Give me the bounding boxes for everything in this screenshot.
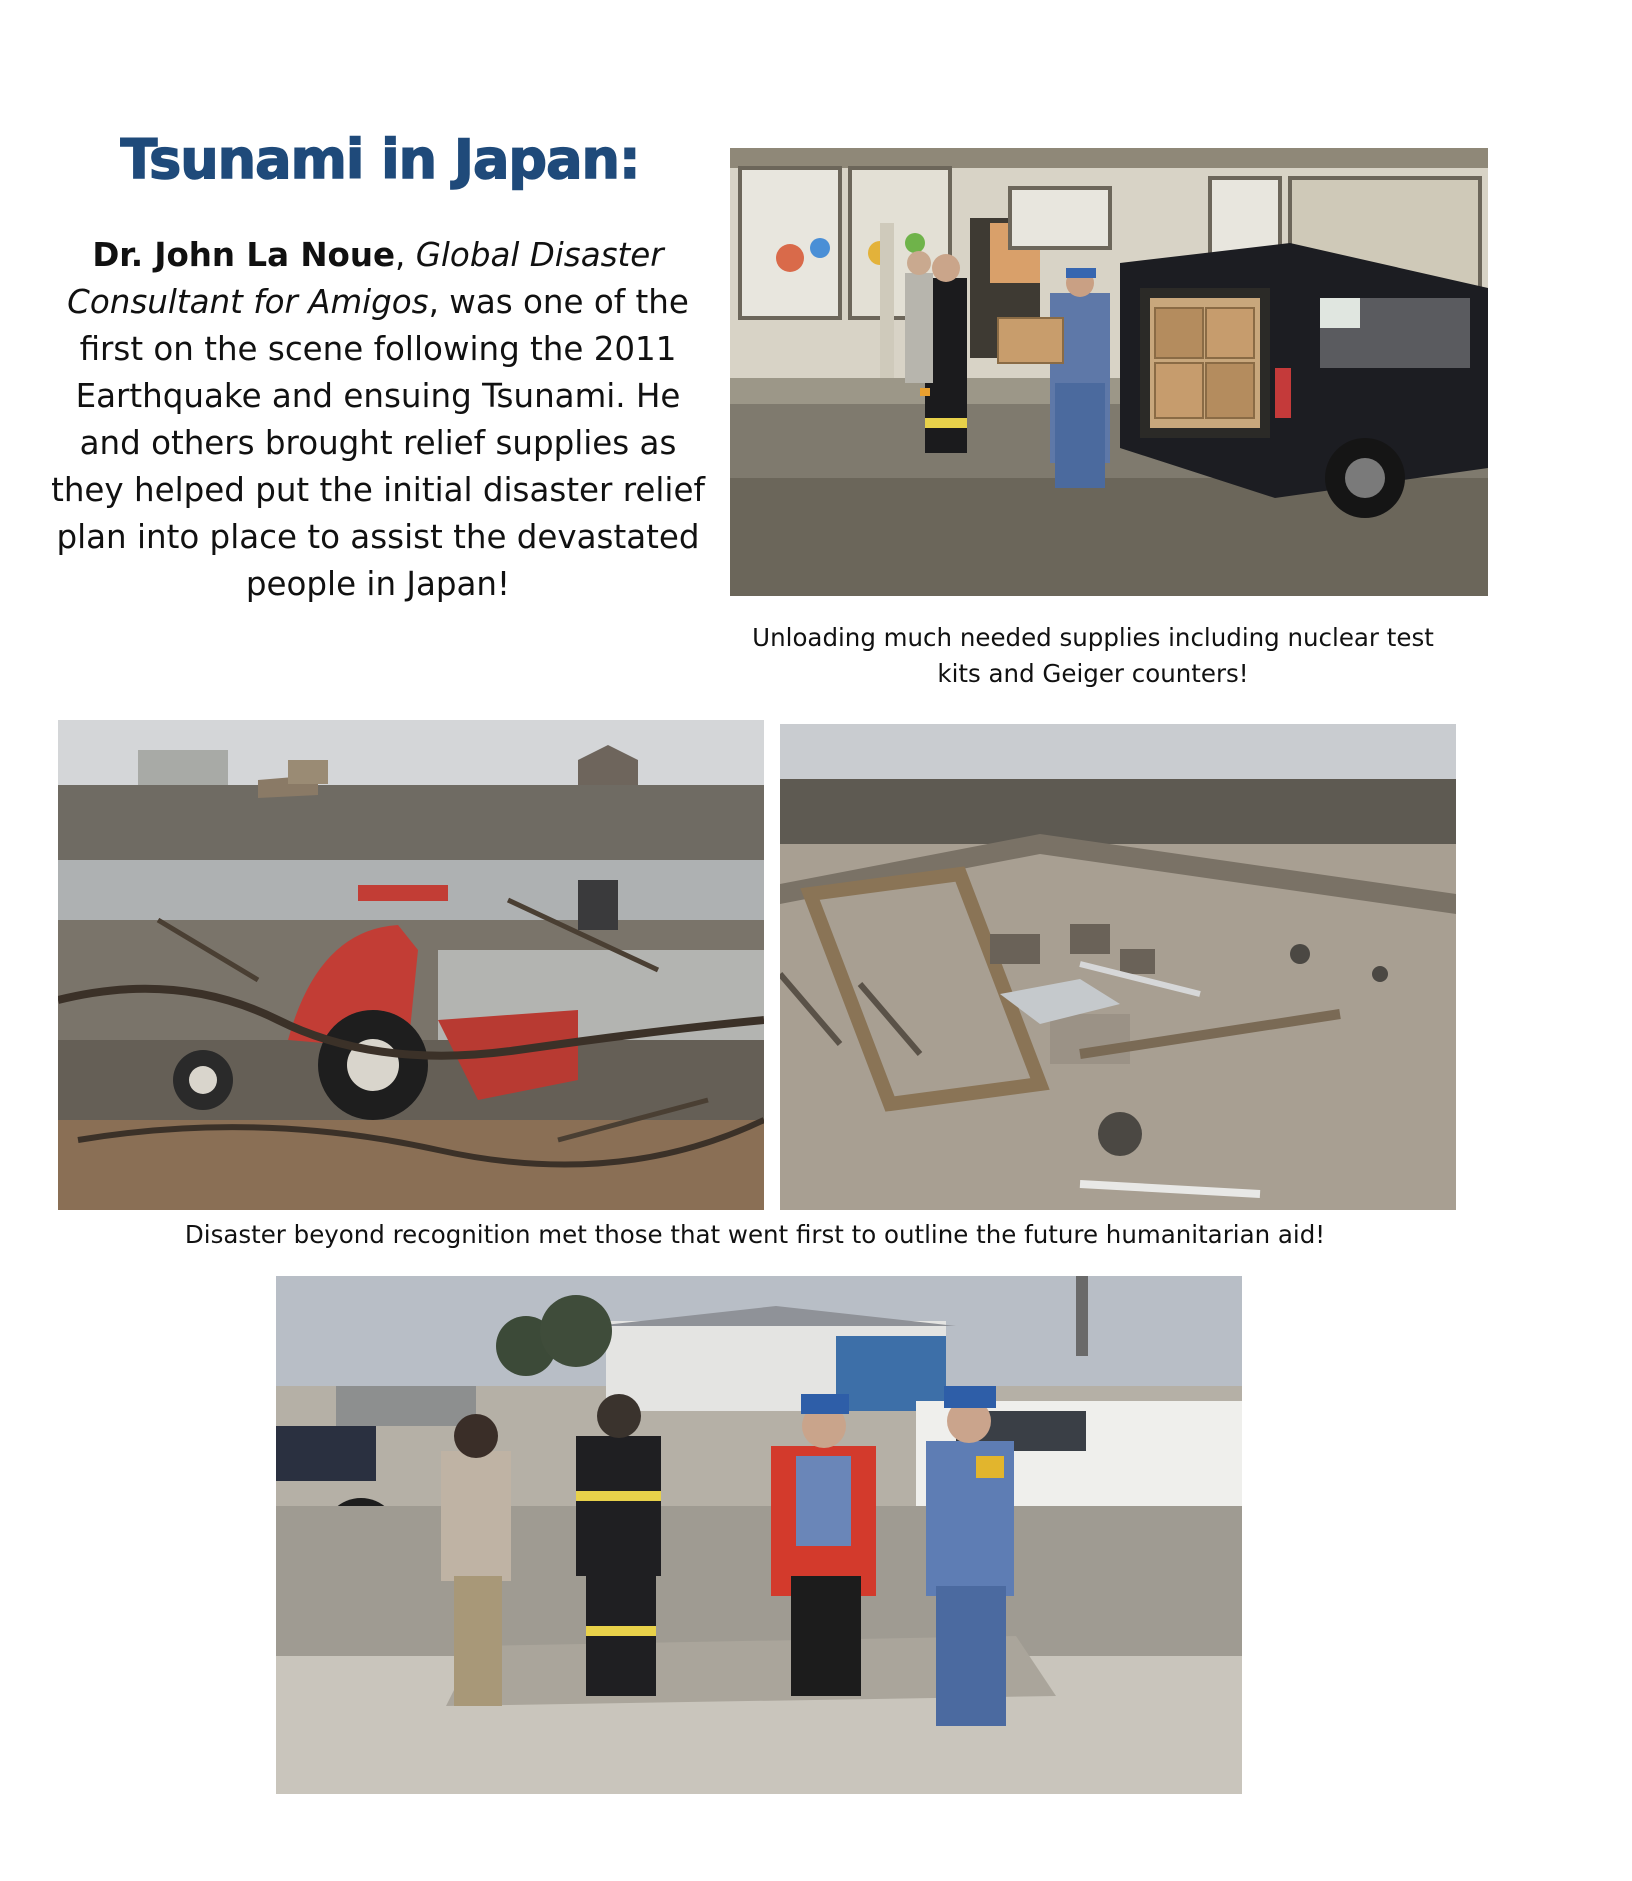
intro-paragraph bbox=[48, 232, 708, 608]
page-title: Tsunami in Japan: bbox=[120, 128, 640, 191]
photo-wrecked-tractor bbox=[58, 720, 764, 1210]
photo-debris-foundation bbox=[780, 724, 1456, 1210]
intro-role: Global Disaster Consultant for Amigos bbox=[67, 236, 664, 321]
photo-unloading-image bbox=[730, 148, 1488, 596]
intro-separator: , bbox=[395, 236, 416, 274]
photo-prayer-group bbox=[276, 1276, 1242, 1794]
photo-foundation-image bbox=[780, 724, 1456, 1210]
photo-tractor-image bbox=[58, 720, 764, 1210]
caption-disaster: Disaster beyond recognition met those that went first to outline the future humanitarian aid! bbox=[184, 1220, 1326, 1249]
photo-prayer-image bbox=[276, 1276, 1242, 1794]
photo-unloading-supplies bbox=[730, 148, 1488, 596]
caption-unloading: Unloading much needed supplies including nuclear test kits and Geiger counters! bbox=[752, 623, 1434, 688]
intro-text: , was one of the first on the scene following the 2011 Earthquake and ensuing Tsunami. He and others brought relief supplies as they helped put the initial disaster relief plan into place to assist the devastated people in Japan! bbox=[51, 283, 705, 603]
intro-name: Dr. John La Noue bbox=[92, 236, 396, 274]
